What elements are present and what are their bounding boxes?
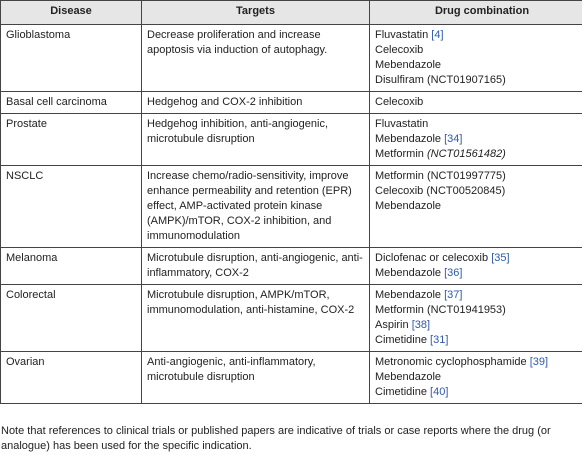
drug-combination-cell <box>370 166 582 248</box>
drug-name: Mebendazole <box>375 133 442 145</box>
disease-cell: Ovarian <box>1 352 142 404</box>
table-row <box>1 114 582 166</box>
drug-name: Cimetidine <box>375 386 427 398</box>
drug-combination-cell <box>370 92 582 114</box>
drug-entry <box>375 251 582 266</box>
header-targets: Targets <box>142 1 370 25</box>
targets-cell: Hedgehog inhibition, anti-angiogenic, microtubule disruption <box>142 114 370 166</box>
drug-entry <box>375 132 582 147</box>
drug-combination-cell <box>370 114 582 166</box>
drug-name: Metformin (NCT01941953) <box>375 304 506 316</box>
disease-cell: Prostate <box>1 114 142 166</box>
reference-link[interactable]: [31] <box>430 334 449 346</box>
header-drug-combination: Drug combination <box>370 1 582 25</box>
targets-cell: Hedgehog and COX-2 inhibition <box>142 92 370 114</box>
table-row <box>1 352 582 404</box>
drug-name: Metronomic cyclophosphamide <box>375 356 527 368</box>
drug-name: Disulfiram (NCT01907165) <box>375 74 506 86</box>
reference-link[interactable]: [38] <box>411 319 431 331</box>
header-disease: Disease <box>1 1 142 25</box>
drug-entry <box>375 147 582 162</box>
drug-entry <box>375 169 582 184</box>
drug-name: Cimetidine <box>375 334 427 346</box>
drug-name: Celecoxib <box>375 96 424 108</box>
drug-combination-cell <box>370 25 582 92</box>
drug-name: Fluvastatin <box>375 29 429 41</box>
reference-link[interactable]: [39] <box>529 356 549 368</box>
drug-name: Mebendazole <box>375 289 442 301</box>
drug-entry <box>375 385 582 400</box>
drug-name: Mebendazole <box>375 59 442 71</box>
drug-entry <box>375 73 582 88</box>
drug-name: Mebendazole <box>375 267 442 279</box>
drug-entry <box>375 333 582 348</box>
drug-name: Diclofenac or celecoxib <box>375 252 489 264</box>
drug-entry <box>375 43 582 58</box>
drug-entry <box>375 266 582 281</box>
reference-link[interactable]: [36] <box>444 267 463 279</box>
disease-cell: Glioblastoma <box>1 25 142 92</box>
drug-entry <box>375 58 582 73</box>
reference-link[interactable]: [40] <box>430 386 449 398</box>
drug-entry <box>375 288 582 303</box>
drug-entry <box>375 28 582 43</box>
targets-cell: Microtubule disruption, AMPK/mTOR, immunomodulation, anti-histamine, COX-2 <box>142 285 370 352</box>
drug-entry <box>375 370 582 385</box>
disease-cell: Basal cell carcinoma <box>1 92 142 114</box>
trial-id: (NCT01561482) <box>426 148 506 160</box>
drug-name: Aspirin <box>375 319 409 331</box>
disease-cell: Melanoma <box>1 248 142 285</box>
table-row <box>1 25 582 92</box>
disease-cell: NSCLC <box>1 166 142 248</box>
table-body <box>1 25 582 404</box>
drug-name: Metformin (NCT01997775) <box>375 170 506 182</box>
table-row <box>1 92 582 114</box>
drug-entry <box>375 184 582 199</box>
drug-entry <box>375 117 582 132</box>
targets-cell: Increase chemo/radio-sensitivity, improve enhance permeability and retention (EPR) effect, AMP-activated protein kinase (AMPK)/mTOR, COX-2 inhibition, and immunomodulation <box>142 166 370 248</box>
table-row <box>1 248 582 285</box>
drug-entry <box>375 355 582 370</box>
drug-name: Mebendazole <box>375 371 442 383</box>
table-header-row <box>1 1 582 25</box>
table-row <box>1 285 582 352</box>
table-row <box>1 166 582 248</box>
drug-name: Celecoxib (NCT00520845) <box>375 185 506 197</box>
disease-cell: Colorectal <box>1 285 142 352</box>
drug-combination-cell <box>370 248 582 285</box>
drug-entry <box>375 199 582 214</box>
targets-cell: Anti-angiogenic, anti-inflammatory, microtubule disruption <box>142 352 370 404</box>
drug-name: Mebendazole <box>375 200 442 212</box>
targets-cell: Decrease proliferation and increase apoptosis via induction of autophagy. <box>142 25 370 92</box>
drug-combination-cell <box>370 352 582 404</box>
drug-name: Celecoxib <box>375 44 424 56</box>
drug-entry <box>375 303 582 318</box>
reference-link[interactable]: [4] <box>431 29 444 41</box>
targets-cell: Microtubule disruption, anti-angiogenic, anti-inflammatory, COX-2 <box>142 248 370 285</box>
drug-combination-cell <box>370 285 582 352</box>
table-footnote: Note that references to clinical trials or published papers are indicative of trials or case reports where the drug (or analogue) has been used for the specific indication. <box>1 425 551 452</box>
drug-name: Metformin <box>375 148 424 160</box>
drug-name: Fluvastatin <box>375 118 429 130</box>
drug-entry <box>375 318 582 333</box>
reference-link[interactable]: [37] <box>444 289 463 301</box>
drug-entry <box>375 95 582 110</box>
reference-link[interactable]: [35] <box>491 252 510 264</box>
reference-link[interactable]: [34] <box>444 133 463 145</box>
